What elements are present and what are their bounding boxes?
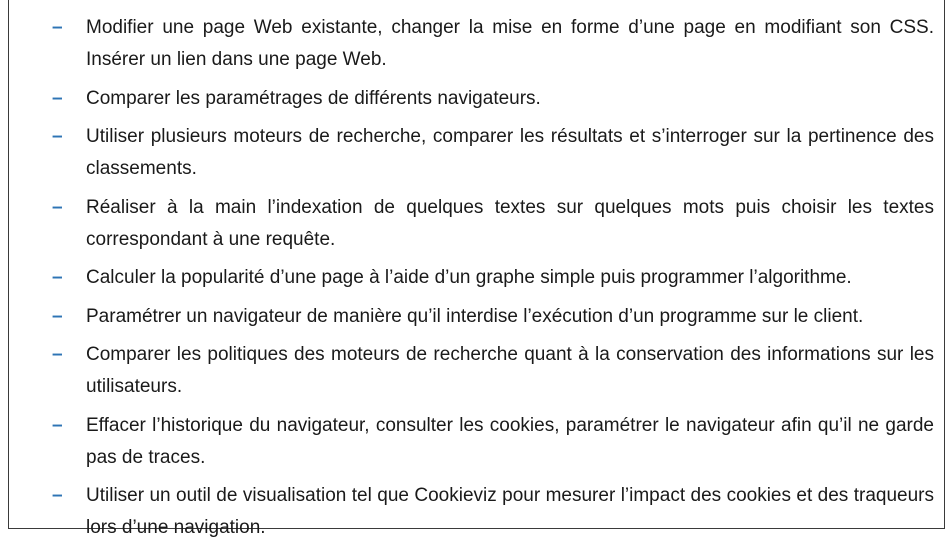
list-item-text: Paramétrer un navigateur de manière qu’il interdise l’exécution d’un programme sur le client. — [86, 305, 864, 327]
list-item — [9, 480, 944, 544]
list-item — [9, 301, 944, 333]
activity-box — [8, 0, 945, 538]
list-item-text: Modifier une page Web existante, changer la mise en forme d’une page en modifiant son CSS. Insérer un lien dans une page Web. — [86, 17, 934, 70]
list-item — [9, 121, 944, 185]
list-item-text: Comparer les paramétrages de différents navigateurs. — [86, 87, 541, 109]
list-item-text: Réaliser à la main l’indexation de quelques textes sur quelques mots puis choisir les textes correspondant à une requête. — [86, 196, 934, 250]
list-item — [9, 410, 944, 474]
dash-bullet-icon: – — [52, 17, 63, 38]
list-item-text: Utiliser un outil de visualisation tel que Cookieviz pour mesurer l’impact des cookies et des traqueurs lors d’une navigation. — [86, 485, 934, 538]
list-item — [9, 12, 944, 76]
activity-list — [9, 12, 944, 551]
dash-bullet-icon: – — [52, 305, 63, 327]
dash-bullet-icon: – — [52, 344, 63, 365]
list-item — [9, 339, 944, 403]
list-item — [9, 262, 944, 294]
list-item-text: Calculer la popularité d’une page à l’aide d’un graphe simple puis programmer l’algorithme. — [86, 267, 852, 288]
dash-bullet-icon: – — [52, 126, 63, 147]
list-item-text: Comparer les politiques des moteurs de recherche quant à la conservation des informations sur les utilisateurs. — [86, 344, 934, 397]
list-item-text: Utiliser plusieurs moteurs de recherche, comparer les résultats et s’interroger sur la pertinence des classements. — [86, 126, 934, 179]
dash-bullet-icon: – — [52, 414, 63, 436]
list-item-text: Effacer l’historique du navigateur, consulter les cookies, paramétrer le navigateur afin qu’il ne garde pas de traces. — [86, 414, 934, 468]
dash-bullet-icon: – — [52, 267, 63, 288]
dash-bullet-icon: – — [52, 196, 63, 218]
list-item — [9, 192, 944, 256]
dash-bullet-icon: – — [52, 485, 63, 506]
dash-bullet-icon: – — [52, 87, 63, 109]
list-item — [9, 83, 944, 115]
